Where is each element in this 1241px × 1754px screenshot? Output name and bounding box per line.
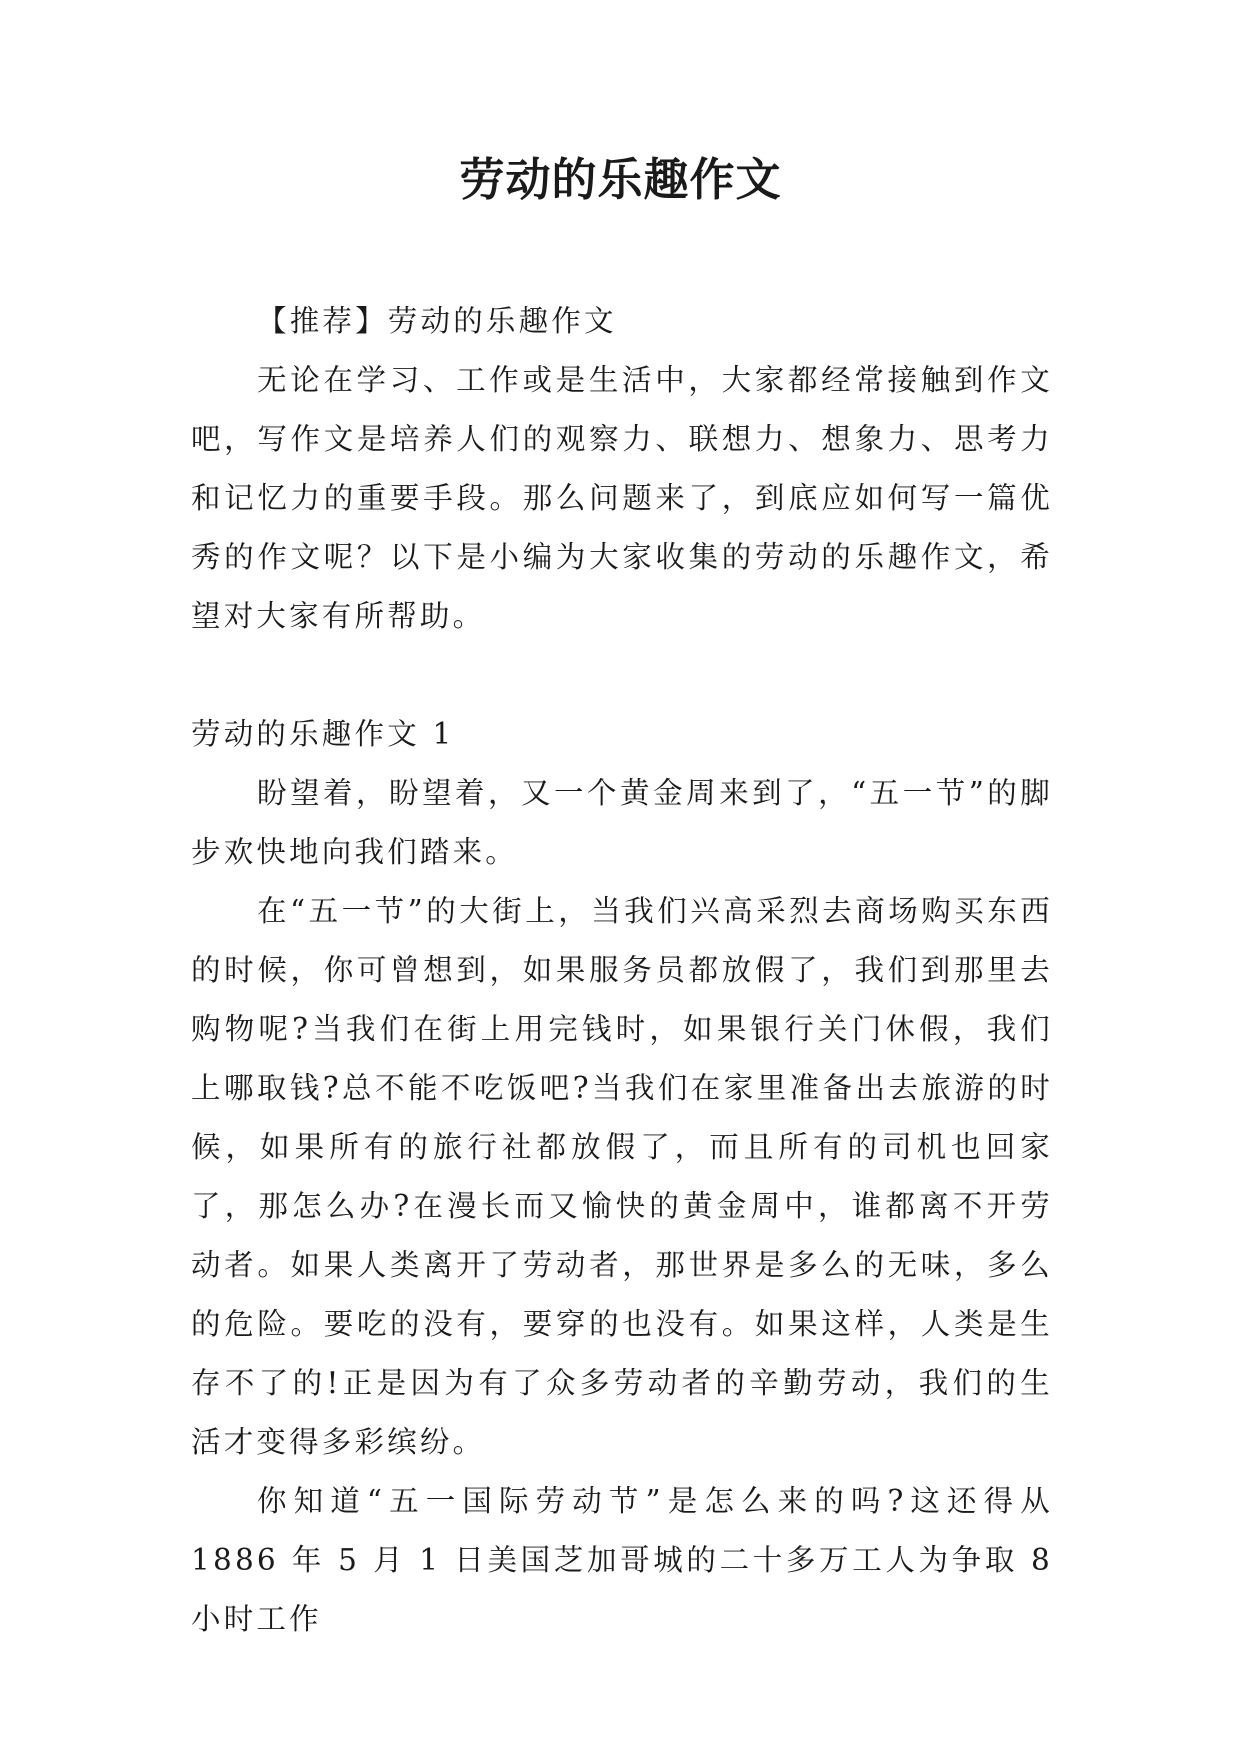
body-paragraph-2: 在“五一节”的大街上，当我们兴高采烈去商场购买东西的时候，你可曾想到，如果服务员都放假了，我们到那里去购物呢?当我们在街上用完钱时，如果银行关门休假，我们上哪取钱?总不能不吃饭吧?当我们在家里准备出去旅游的时候，如果所有的旅行社都放假了，而且所有的司机也回家了，那怎么办?在漫长而又愉快的黄金周中，谁都离不开劳动者。如果人类离开了劳动者，那世界是多么的无味，多么的危险。要吃的没有，要穿的也没有。如果这样，人类是生存不了的!正是因为有了众多劳动者的辛勤劳动，我们的生活才变得多彩缤纷。 <box>191 894 1053 1459</box>
document-title: 劳动的乐趣作文 <box>459 153 782 206</box>
document-body <box>191 292 1053 1649</box>
body-paragraph-3: 你知道“五一国际劳动节”是怎么来的吗?这还得从 1886 年 5 月 1 日美国芝加哥城的二十多万工人为争取 8 小时工作 <box>191 1484 1053 1636</box>
intro-paragraph: 无论在学习、工作或是生活中，大家都经常接触到作文吧，写作文是培养人们的观察力、联想力、想象力、思考力和记忆力的重要手段。那么问题来了，到底应如何写一篇优秀的作文呢？以下是小编为大家收集的劳动的乐趣作文，希望对大家有所帮助。 <box>191 363 1053 633</box>
recommend-line: 【推荐】劳动的乐趣作文 <box>257 304 617 338</box>
paragraph-spacer <box>191 646 1053 705</box>
section-heading: 劳动的乐趣作文 1 <box>191 717 455 751</box>
body-paragraph-1: 盼望着，盼望着，又一个黄金周来到了，“五一节”的脚步欢快地向我们踏来。 <box>191 776 1053 869</box>
